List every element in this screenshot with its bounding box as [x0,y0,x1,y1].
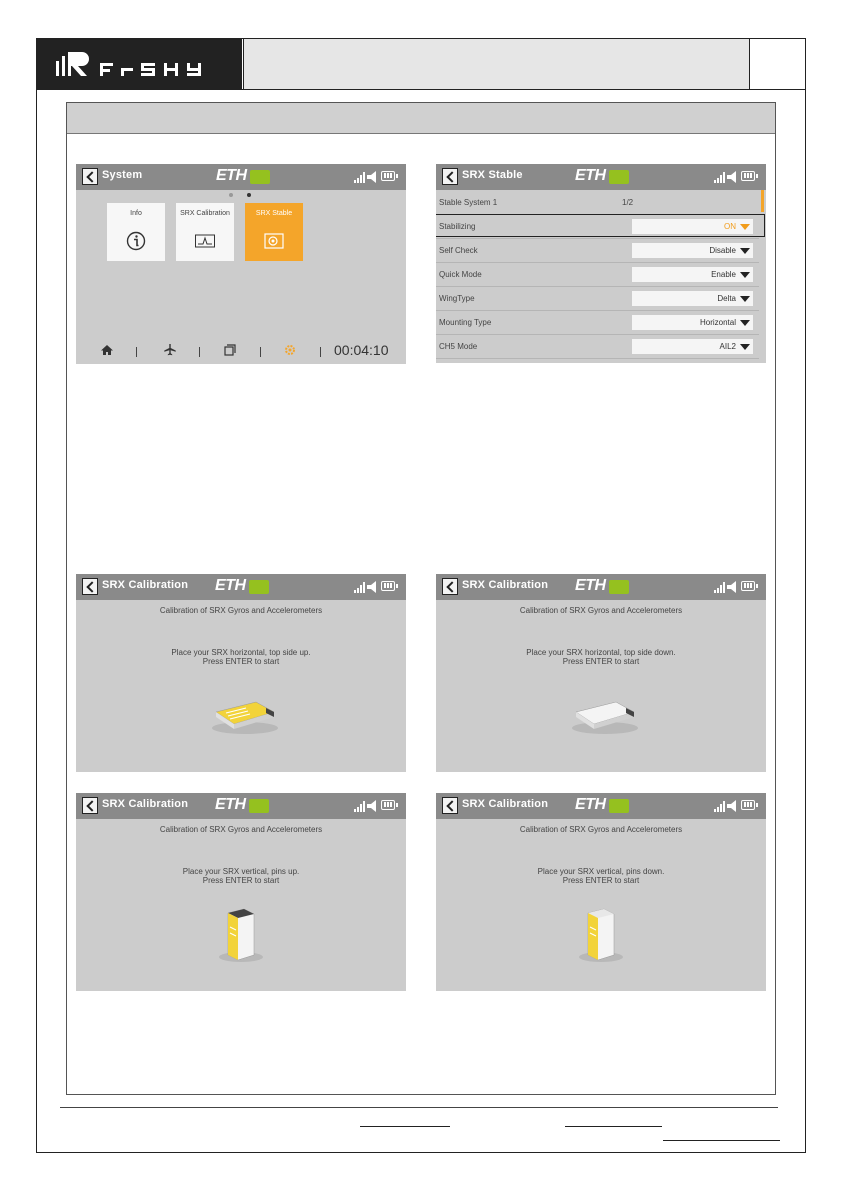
section-header-band [67,103,775,134]
calibration-icon [195,231,215,251]
ch5-mode-dropdown[interactable] [632,339,753,354]
ch5-mode-row[interactable] [436,335,759,359]
srx-stable-tile[interactable] [245,203,303,261]
press-enter-text: Press ENTER to start [202,657,280,666]
calibration-heading: Calibration of SRX Gyros and Accelerometers [159,606,323,615]
calibration-instruction [76,867,406,885]
header-title-box [243,39,750,89]
srx-calibration-screen [76,793,406,991]
battery-icon [741,581,755,591]
eth-badge [609,799,629,813]
srx-calibration-screen [436,574,766,772]
back-button[interactable] [442,168,458,185]
dropdown-value: ON [724,222,736,231]
top-bar [76,164,406,190]
quick-mode-dropdown[interactable] [632,267,753,282]
press-enter-text: Press ENTER to start [562,657,640,666]
row-label: CH5 Mode [439,342,478,351]
mounting-type-row[interactable] [436,311,759,335]
settings-icon[interactable] [284,344,296,356]
signal-icon [354,800,384,812]
srx-calibration-screen [436,793,766,991]
top-bar [436,574,766,600]
back-button[interactable] [82,168,98,185]
eth-badge [249,580,269,594]
dropdown-value: Disable [709,246,736,255]
page-dot [229,193,233,197]
eth-logo: ETH [575,167,606,184]
row-label: Self Check [439,246,478,255]
top-bar [436,793,766,819]
selection-highlight [436,214,765,237]
chevron-down-icon [740,248,750,254]
eth-badge [609,580,629,594]
page-number-box [751,39,805,89]
dropdown-value: AIL2 [719,342,736,351]
wing-type-dropdown[interactable] [632,291,753,306]
top-bar [76,793,406,819]
battery-icon [381,171,395,181]
nav-separator [320,347,321,357]
row-label: Stable System 1 [439,198,498,207]
press-enter-text: Press ENTER to start [202,876,280,885]
top-bar [436,164,766,190]
calibration-instruction [436,648,766,666]
chevron-down-icon [740,344,750,350]
footer-rule [60,1107,778,1108]
dropdown-value: Enable [711,270,736,279]
srx-calibration-screen [76,574,406,772]
battery-icon [381,581,395,591]
screen-title: SRX Calibration [102,579,189,591]
battery-icon [741,800,755,810]
dropdown-value: Delta [717,294,736,303]
row-value: 1/2 [622,198,634,207]
signal-icon [354,171,384,183]
info-tile[interactable] [107,203,165,261]
instruction-text: Place your SRX vertical, pins up. [182,867,300,876]
wing-type-row[interactable] [436,287,759,311]
instruction-text: Place your SRX horizontal, top side up. [171,648,311,657]
self-check-row[interactable] [436,239,759,263]
srx-calibration-tile[interactable] [176,203,234,261]
stable-system-row [436,191,759,215]
nav-separator [199,347,200,357]
eth-logo: ETH [215,577,246,594]
calibration-instruction [436,867,766,885]
eth-logo: ETH [575,577,606,594]
self-check-dropdown[interactable] [632,243,753,258]
srx-stable-tile-label: SRX Stable [255,210,293,217]
mounting-type-dropdown[interactable] [632,315,753,330]
screen-title: SRX Calibration [462,798,549,810]
srx-receiver-illustration [210,696,280,736]
calibration-instruction [76,648,406,666]
chevron-down-icon [740,320,750,326]
battery-icon [381,800,395,810]
srx-receiver-illustration [570,696,640,736]
footer-link-underline[interactable] [360,1126,450,1127]
bottom-nav [76,338,406,364]
top-bar [76,574,406,600]
nav-separator [136,347,137,357]
back-button[interactable] [442,797,458,814]
battery-icon [741,171,755,181]
dropdown-value: Horizontal [699,318,736,327]
signal-icon [714,581,744,593]
calibration-heading: Calibration of SRX Gyros and Accelerometers [519,825,683,834]
eth-badge [609,170,629,184]
eth-logo: ETH [575,796,606,813]
srx-calibration-tile-label: SRX Calibration [180,210,230,217]
scrollbar[interactable] [761,190,764,212]
srx-stable-screen [436,164,766,363]
frsky-logo [37,39,242,89]
nav-separator [260,347,261,357]
info-icon [126,231,146,251]
instruction-text: Place your SRX horizontal, top side down. [526,648,676,657]
airplane-icon[interactable] [164,344,176,356]
row-label: WingType [439,294,475,303]
gyro-icon [264,231,284,251]
eth-badge [249,799,269,813]
info-tile-label: Info [130,210,142,217]
eth-badge [250,170,270,184]
screen-title: SRX Calibration [102,798,189,810]
calibration-heading: Calibration of SRX Gyros and Accelerometers [159,825,323,834]
screen-title: SRX Stable [462,169,523,181]
signal-icon [354,581,384,593]
chevron-down-icon [740,296,750,302]
quick-mode-row[interactable] [436,263,759,287]
signal-icon [714,800,744,812]
eth-logo: ETH [215,796,246,813]
back-button[interactable] [82,578,98,595]
row-label: Stabilizing [439,222,476,231]
signal-icon [714,171,744,183]
press-enter-text: Press ENTER to start [562,876,640,885]
system-screen [76,164,406,364]
row-label: Mounting Type [439,318,492,327]
back-button[interactable] [442,578,458,595]
back-button[interactable] [82,797,98,814]
screen-title: SRX Calibration [462,579,549,591]
home-icon[interactable] [101,344,113,356]
row-label: Quick Mode [439,270,482,279]
footer-link-underline[interactable] [565,1126,662,1127]
widgets-icon[interactable] [224,344,236,356]
srx-receiver-illustration [216,905,266,965]
timer-clock: 00:04:10 [334,342,389,358]
instruction-text: Place your SRX vertical, pins down. [537,867,665,876]
page-dot-active [247,193,251,197]
calibration-heading: Calibration of SRX Gyros and Accelerometers [519,606,683,615]
screen-title: System [102,169,143,181]
srx-receiver-illustration [576,905,626,965]
footer-link-underline[interactable] [663,1140,780,1141]
eth-logo: ETH [216,167,247,184]
chevron-down-icon [740,272,750,278]
